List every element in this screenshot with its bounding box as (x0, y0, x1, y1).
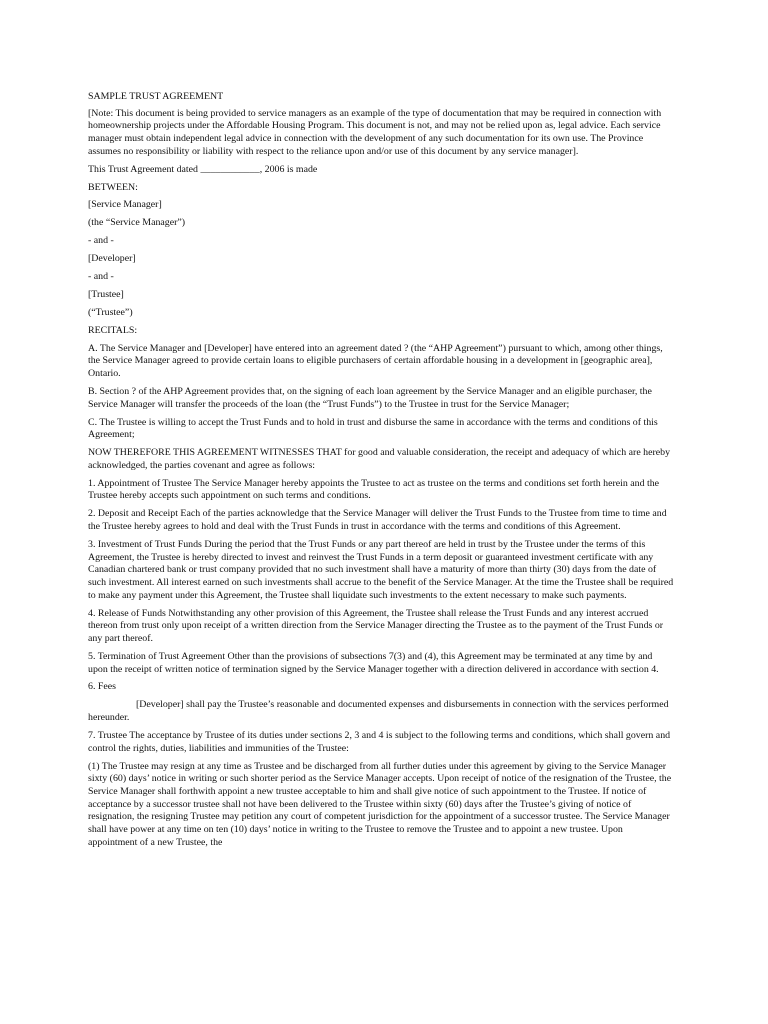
dated-line: This Trust Agreement dated ____________, 2006 is made (88, 163, 318, 175)
section-7-1: (1) The Trustee may resign at any time as Trustee and be discharged from all further duties under this agreement by giving to the Service Manager sixty (60) days’ notice in writing or such shorter period as the Service Manager accepts. Upon receipt of notice of the resignation of the Trustee, the Service Manager shall forthwith appoint a new trustee acceptable to him and shall give notice of such appointment to the Trustee. If notice of acceptance by a successor trustee shall not have been delivered to the Trustee within sixty (60) days after the Trustee’s giving of notice of resignation, the resigning Trustee may petition any court of competent jurisdiction for the appointment of a successor trustee. The Service Manager shall have power at any time on ten (10) days’ notice in writing to the Trustee to remove the Trustee and to appoint a new trustee. Upon appointment of a new Trustee, the (88, 760, 672, 848)
party-trustee: [Trustee] (88, 288, 124, 300)
and-separator: - and - (88, 271, 114, 283)
party-developer: [Developer] (88, 253, 136, 265)
recital-c: C. The Trustee is willing to accept the Trust Funds and to hold in trust and disburse the same in accordance with the terms and conditions of this Agreement; (88, 416, 658, 441)
and-separator: - and - (88, 235, 114, 247)
party-service-manager: [Service Manager] (88, 199, 162, 211)
section-4: 4. Release of Funds Notwithstanding any other provision of this Agreement, the Trustee shall release the Trust Funds and any interest accrued thereon from trust only upon receipt of a written direction from the Service Manager directing the Trustee as to the payment of the Trust Funds or any part thereof. (88, 607, 664, 644)
section-6-body: [Developer] shall pay the Trustee’s reasonable and documented expenses and disbursements in connection with the services performed hereunder. (88, 699, 669, 724)
disclaimer-note: [Note: This document is being provided to service managers as an example of the type of documentation that may be required in connection with homeownership projects under the Affordable Housing Program. This document is not, and may not be relied upon as, legal advice. Each service manager must obtain independent legal advice in connection with the development of any such documentation for its own use. The Province assumes no responsibility or liability with respect to the reliance upon and/or use of this document by any service manager]. (88, 107, 662, 157)
document-title: SAMPLE TRUST AGREEMENT (88, 91, 224, 102)
witnesses-clause: NOW THEREFORE THIS AGREEMENT WITNESSES THAT for good and valuable consideration, the receipt and adequacy of which are hereby acknowledged, the parties covenant and agree as follows: (88, 447, 671, 471)
section-5: 5. Termination of Trust Agreement Other than the provisions of subsections 7(3) and (4), this Agreement may be terminated at any time by and upon the receipt of written notice of termination signed by the Service Manager together with a direction delivered in accordance with section 4. (88, 650, 659, 675)
party-service-manager-definition: (the “Service Manager”) (88, 217, 186, 229)
section-6-heading: 6. Fees (88, 681, 116, 693)
party-trustee-definition: (“Trustee”) (88, 306, 133, 318)
recitals-heading: RECITALS: (88, 324, 138, 336)
section-1: 1. Appointment of Trustee The Service Manager hereby appoints the Trustee to act as trustee on the terms and conditions set forth herein and the Trustee hereby accepts such appointment on such terms and conditions. (88, 477, 660, 502)
section-3: 3. Investment of Trust Funds During the period that the Trust Funds or any part thereof are held in trust by the Trustee under the terms of this Agreement, the Trustee is hereby directed to invest and reinvest the Trust Funds in a term deposit or guaranteed investment certificate with any Canadian chartered bank or trust company provided that no such investment shall have a maturity of more than thirty (30) days from the date of such investment. All interest earned on such investments shall accrue to the benefit of the Service Manager. At the time the Trustee shall be required to make any payment under this Agreement, the Trustee shall liquidate such investments to the extent necessary to make such payments. (88, 538, 674, 601)
recital-a: A. The Service Manager and [Developer] have entered into an agreement dated ? (the “AHP Agreement”) pursuant to which, among other things, the Service Manager agreed to provide certain loans to eligible purchasers of certain affordable housing in a development in [geographic area], Ontario. (88, 342, 663, 380)
document-page (88, 91, 674, 855)
section-2: 2. Deposit and Receipt Each of the parties acknowledge that the Service Manager will deliver the Trust Funds to the Trustee from time to time and the Trustee hereby agrees to hold and deal with the Trust Funds in trust in accordance with the terms and conditions of this Agreement. (88, 508, 667, 532)
section-7: 7. Trustee The acceptance by Trustee of its duties under sections 2, 3 and 4 is subject to the following terms and conditions, which shall govern and control the rights, duties, liabilities and immunities of the Trustee: (88, 729, 671, 754)
recital-b: B. Section ? of the AHP Agreement provides that, on the signing of each loan agreement by the Service Manager and an eligible purchaser, the Service Manager will transfer the proceeds of the loan (the “Trust Funds”) to the Trustee in trust for the Service Manager; (88, 385, 652, 410)
between-heading: BETWEEN: (88, 181, 138, 193)
